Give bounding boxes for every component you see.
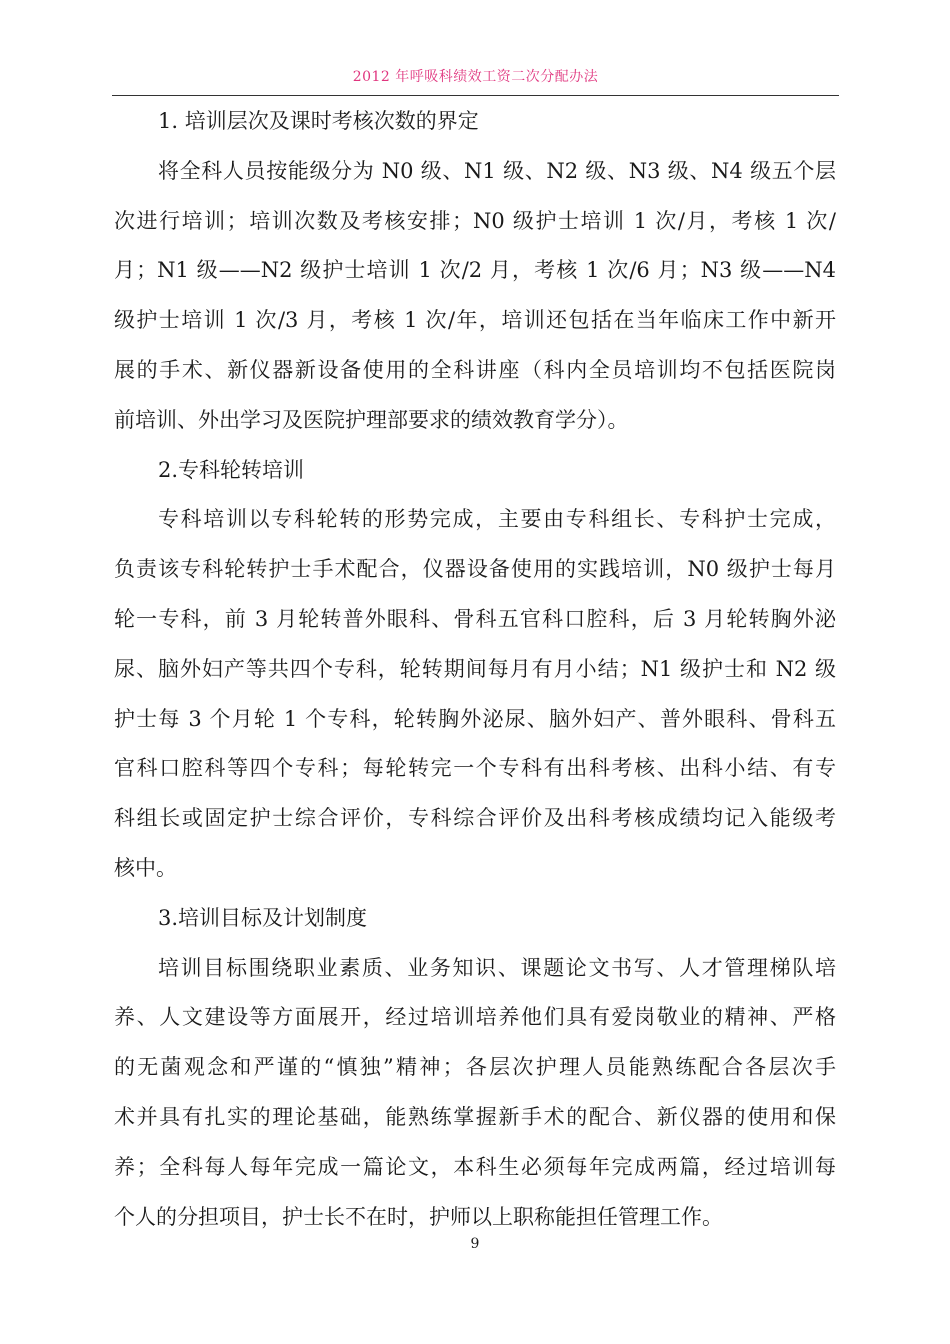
- paragraph-line: 将全科人员按能级分为 N0 级、N1 级、N2 级、N3 级、N4 级五个层: [158, 158, 836, 183]
- page-header: [112, 64, 839, 96]
- page-number: 9: [470, 1236, 480, 1252]
- paragraph-line: 展的手术、新仪器新设备使用的全科讲座（科内全员培训均不包括医院岗: [114, 357, 836, 382]
- paragraph-line: 科组长或固定护士综合评价，专科综合评价及出科考核成绩均记入能级考: [114, 806, 836, 831]
- paragraph-line: 轮一专科，前 3 月轮转普外眼科、骨科五官科口腔科，后 3 月轮转胸外泌: [114, 606, 836, 631]
- paragraph-line: 尿、脑外妇产等共四个专科，轮转期间每月有月小结；N1 级护士和 N2 级: [114, 656, 836, 681]
- paragraph-line: 月；N1 级——N2 级护士培训 1 次/2 月，考核 1 次/6 月；N3 级——N4: [114, 258, 836, 283]
- section-heading: 2.专科轮转培训: [158, 457, 305, 482]
- header-title: 2012 年呼吸科绩效工资二次分配办法: [352, 69, 599, 85]
- paragraph-line: 负责该专科轮转护士手术配合，仪器设备使用的实践培训，N0 级护士每月: [114, 557, 836, 582]
- paragraph-line: 专科培训以专科轮转的形势完成，主要由专科组长、专科护士完成，: [158, 507, 836, 532]
- paragraph-line: 养；全科每人每年完成一篇论文，本科生必须每年完成两篇，经过培训每: [114, 1154, 836, 1179]
- paragraph-line: 的无菌观念和严谨的“慎独”精神；各层次护理人员能熟练配合各层次手: [114, 1055, 836, 1080]
- section-heading: 1. 培训层次及课时考核次数的界定: [158, 109, 479, 133]
- paragraph-line: 次进行培训；培训次数及考核安排；N0 级护士培训 1 次/月，考核 1 次/: [114, 208, 836, 233]
- paragraph-line: 核中。: [114, 855, 177, 880]
- paragraph-line: 术并具有扎实的理论基础，能熟练掌握新手术的配合、新仪器的使用和保: [114, 1104, 836, 1129]
- section-heading: 3.培训目标及计划制度: [158, 905, 368, 930]
- paragraph-line: 官科口腔科等四个专科；每轮转完一个专科有出科考核、出科小结、有专: [114, 756, 836, 781]
- paragraph-line: 护士每 3 个月轮 1 个专科，轮转胸外泌尿、脑外妇产、普外眼科、骨科五: [114, 706, 836, 731]
- paragraph-line: 养、人文建设等方面展开，经过培训培养他们具有爱岗敬业的精神、严格: [114, 1005, 836, 1030]
- paragraph-line: 级护士培训 1 次/3 月，考核 1 次/年，培训还包括在当年临床工作中新开: [114, 308, 836, 333]
- paragraph-line: 培训目标围绕职业素质、业务知识、课题论文书写、人才管理梯队培: [158, 955, 836, 980]
- paragraph-line: 个人的分担项目，护士长不在时，护师以上职称能担任管理工作。: [114, 1204, 723, 1229]
- document-body: [114, 97, 836, 1242]
- paragraph-line: 前培训、外出学习及医院护理部要求的绩效教育学分）。: [114, 407, 629, 432]
